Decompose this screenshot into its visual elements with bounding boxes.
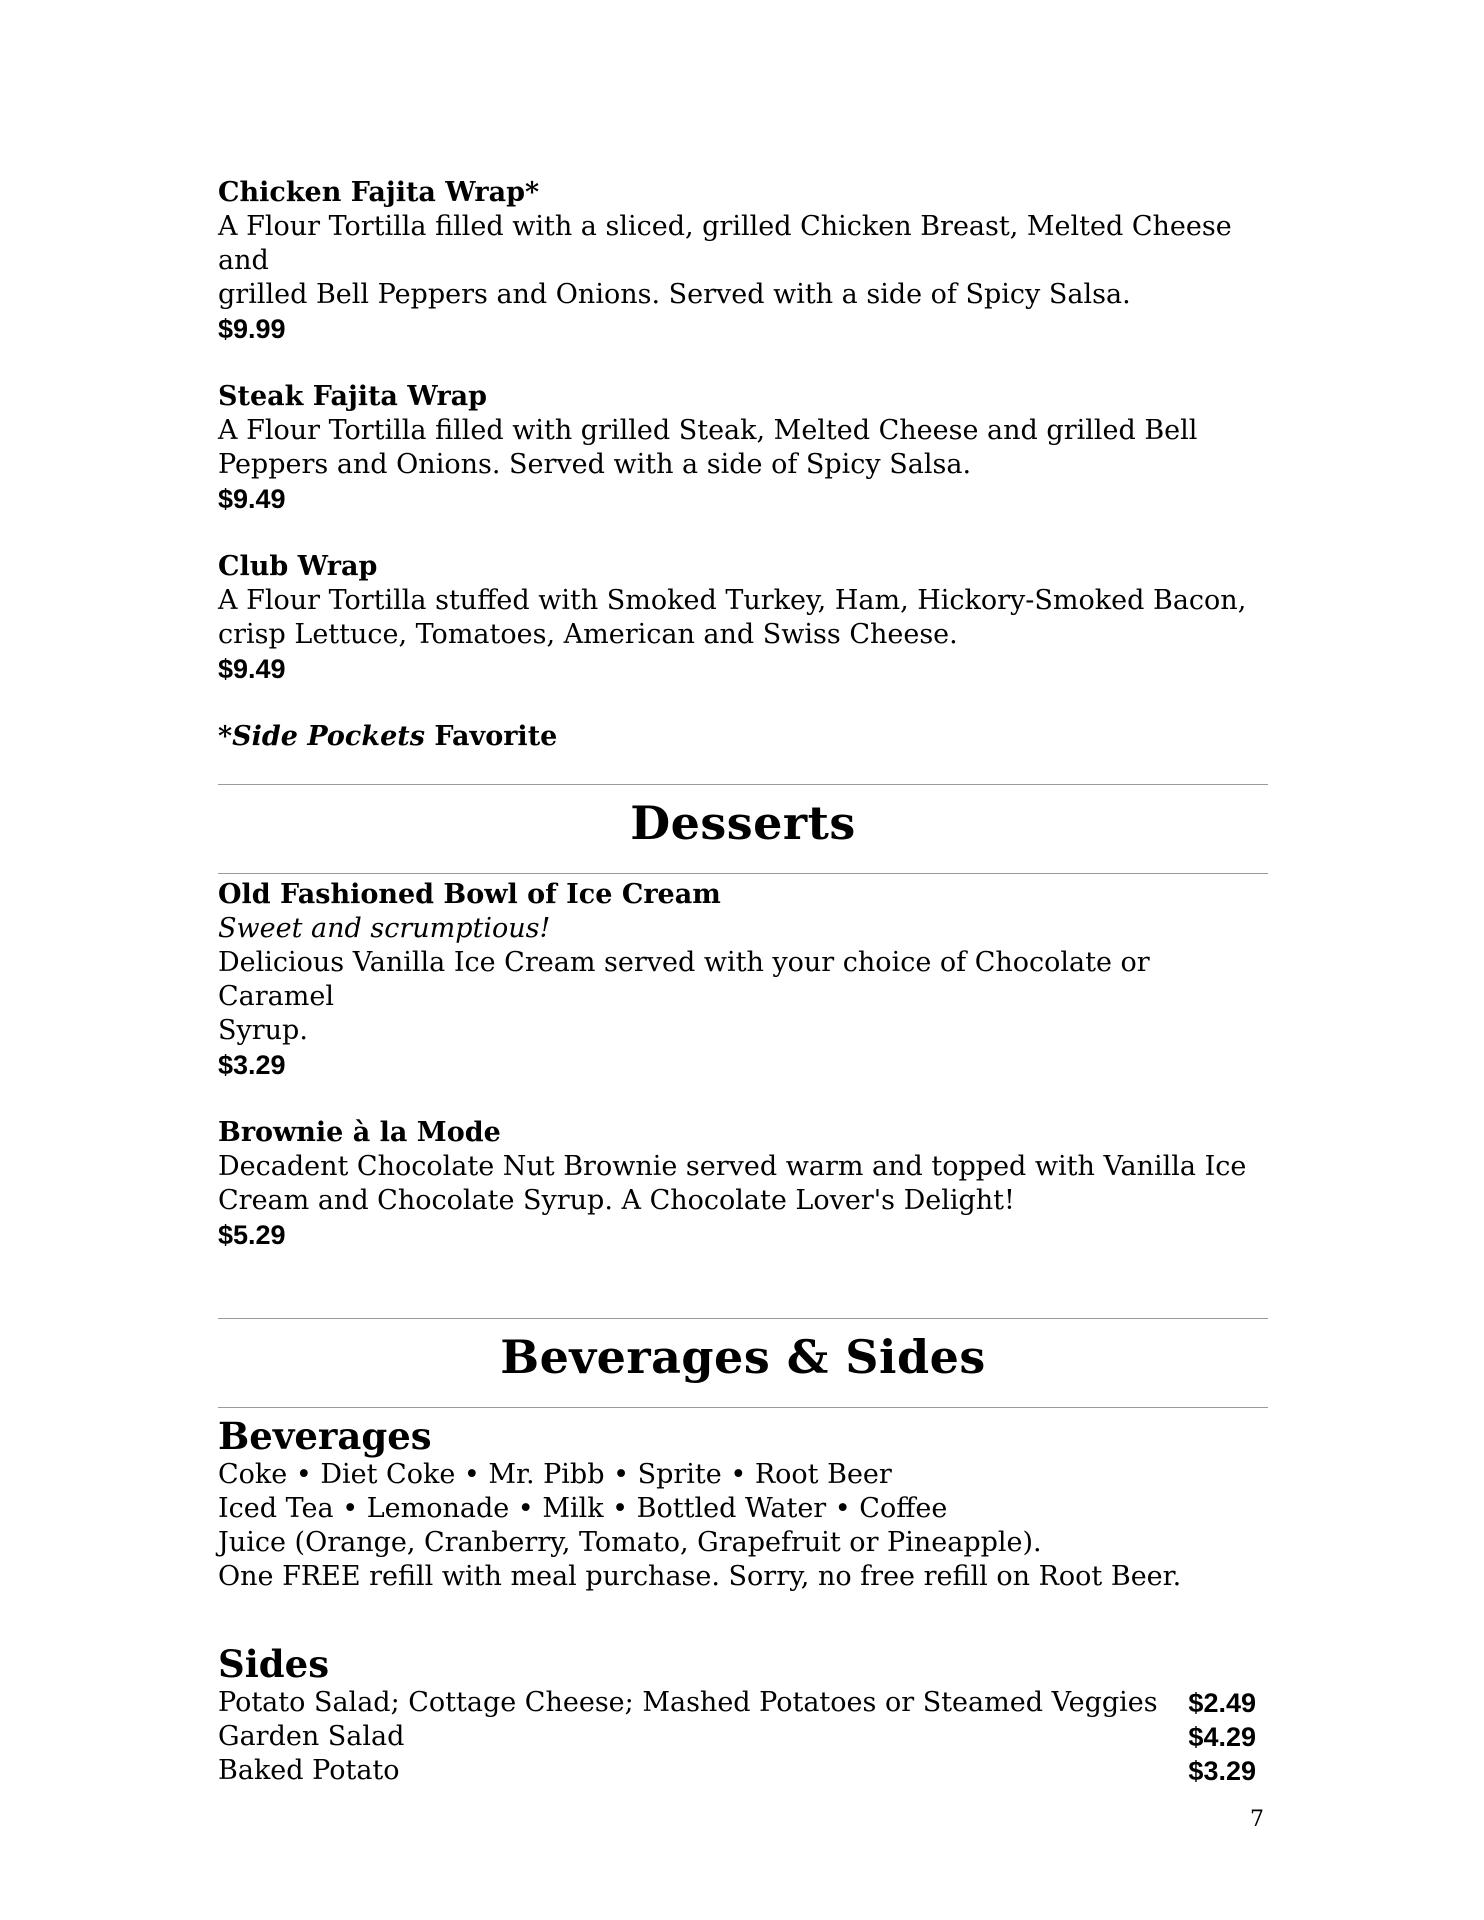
divider xyxy=(218,1318,1268,1319)
side-price: $4.29 xyxy=(1188,1722,1256,1752)
menu-item-chicken-fajita-wrap xyxy=(218,176,1268,346)
sides-row xyxy=(218,1754,1268,1788)
item-title: Steak Fajita Wrap xyxy=(218,381,488,412)
beverage-line: Juice (Orange, Cranberry, Tomato, Grapefruit or Pineapple). xyxy=(218,1527,1042,1558)
divider xyxy=(218,873,1268,874)
menu-item-steak-fajita-wrap xyxy=(218,380,1268,516)
section-heading-beverages-sides: Beverages & Sides xyxy=(500,1330,986,1384)
side-price: $2.49 xyxy=(1188,1688,1256,1718)
item-description-line: A Flour Tortilla filled with a sliced, grilled Chicken Breast, Melted Cheese and xyxy=(218,211,1232,276)
beverage-line: Iced Tea • Lemonade • Milk • Bottled Water • Coffee xyxy=(218,1493,948,1524)
side-name: Garden Salad xyxy=(218,1721,405,1752)
item-description-line: grilled Bell Peppers and Onions. Served with a side of Spicy Salsa. xyxy=(218,279,1131,310)
item-description-line: Syrup. xyxy=(218,1015,308,1046)
beverage-line: Coke • Diet Coke • Mr. Pibb • Sprite • Root Beer xyxy=(218,1459,892,1490)
side-price: $3.29 xyxy=(1188,1756,1256,1786)
item-description-line: Decadent Chocolate Nut Brownie served warm and topped with Vanilla Ice xyxy=(218,1151,1247,1182)
sides-row xyxy=(218,1720,1268,1754)
menu-item-club-wrap xyxy=(218,550,1268,686)
beverage-line: One FREE refill with meal purchase. Sorry, no free refill on Root Beer. xyxy=(218,1561,1182,1592)
menu-item-ice-cream xyxy=(218,878,1268,1082)
favorite-brand: Side Pockets xyxy=(232,721,425,752)
side-name: Potato Salad; Cottage Cheese; Mashed Potatoes or Steamed Veggies xyxy=(218,1687,1158,1718)
item-title: Club Wrap xyxy=(218,551,378,582)
subheading-sides: Sides xyxy=(218,1642,330,1686)
item-description-line: A Flour Tortilla filled with grilled Steak, Melted Cheese and grilled Bell xyxy=(218,415,1198,446)
section-heading-desserts: Desserts xyxy=(630,796,856,850)
item-price: $9.49 xyxy=(218,484,286,514)
item-price: $9.99 xyxy=(218,314,286,344)
item-price: $9.49 xyxy=(218,654,286,684)
side-name: Baked Potato xyxy=(218,1755,400,1786)
menu-page xyxy=(218,176,1268,1788)
page-number: 7 xyxy=(1250,1807,1264,1832)
item-price: $3.29 xyxy=(218,1050,286,1080)
subheading-beverages: Beverages xyxy=(218,1414,432,1458)
item-title: Brownie à la Mode xyxy=(218,1117,501,1148)
item-tagline: Sweet and scrumptious! xyxy=(218,913,551,944)
item-description-line: Cream and Chocolate Syrup. A Chocolate Lover's Delight! xyxy=(218,1185,1015,1216)
favorite-note xyxy=(218,720,1268,754)
item-description-line: A Flour Tortilla stuffed with Smoked Turkey, Ham, Hickory-Smoked Bacon, xyxy=(218,585,1247,616)
menu-item-brownie xyxy=(218,1116,1268,1252)
sides-row xyxy=(218,1686,1268,1720)
item-description-line: Peppers and Onions. Served with a side of Spicy Salsa. xyxy=(218,449,972,480)
item-title: Old Fashioned Bowl of Ice Cream xyxy=(218,879,721,910)
item-description-line: Delicious Vanilla Ice Cream served with your choice of Chocolate or Caramel xyxy=(218,947,1150,1012)
favorite-label: Favorite xyxy=(424,721,558,752)
item-description-line: crisp Lettuce, Tomatoes, American and Swiss Cheese. xyxy=(218,619,958,650)
favorite-star: * xyxy=(218,721,233,752)
divider xyxy=(218,784,1268,785)
divider xyxy=(218,1407,1268,1408)
item-title: Chicken Fajita Wrap* xyxy=(218,177,540,208)
item-price: $5.29 xyxy=(218,1220,286,1250)
